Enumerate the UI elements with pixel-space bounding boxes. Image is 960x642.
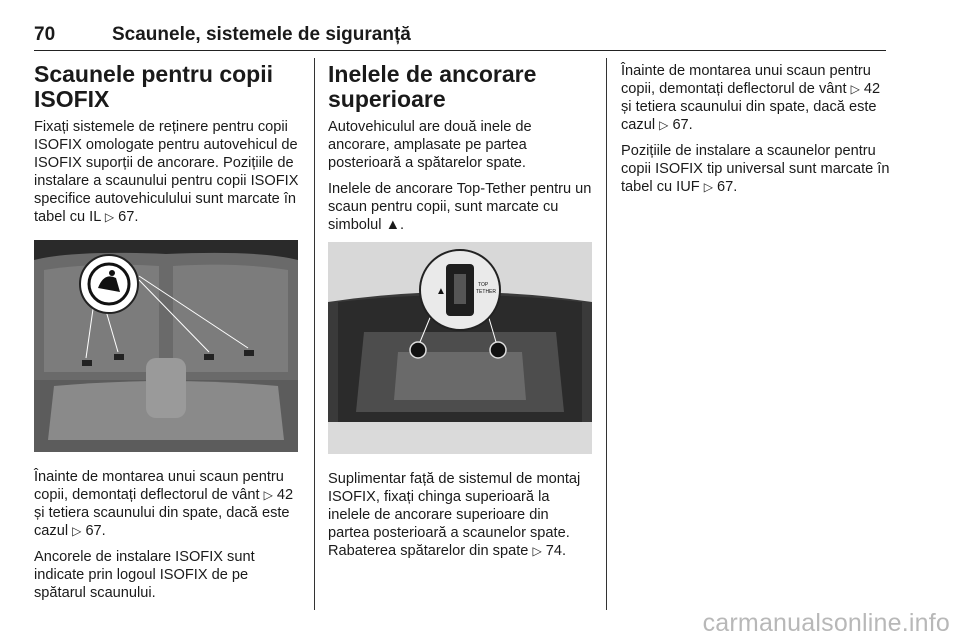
page-reference-icon: ▷ <box>532 544 542 558</box>
section-heading: Scaunele pentru copii ISOFIX <box>34 61 273 112</box>
page-reference-icon: ▷ <box>104 210 115 224</box>
paragraph: Pozițiile de instalare a scaunelor pentru copii ISOFIX tip universal sunt marcate în tabel cu IUF ▷ 67. <box>621 143 890 195</box>
watermark: carmanualsonline.info <box>702 609 950 637</box>
column-divider <box>606 58 607 610</box>
page-reference-link[interactable]: 42 <box>863 81 881 97</box>
paragraph: Înainte de montarea unui scaun pentru copii, demontați deflectorul de vânt ▷ 42 și tetiera scaunului din spate, dacă este cazul ▷ 67. <box>34 469 294 539</box>
top-tether-figure <box>328 242 592 454</box>
page-reference-icon: ▷ <box>263 488 273 502</box>
paragraph: Ancorele de instalare ISOFIX sunt indicate prin logoul ISOFIX de pe spătarul scaunului. <box>34 549 255 601</box>
page-reference-link[interactable]: 67. <box>717 179 738 195</box>
svg-text:TOP: TOP <box>478 282 489 288</box>
column-1 <box>34 62 300 610</box>
page-header <box>34 22 886 51</box>
page-reference-icon: ▷ <box>703 180 713 194</box>
page-reference-icon: ▷ <box>659 118 669 132</box>
page-reference-link[interactable]: 67. <box>672 117 693 133</box>
chapter-title: Scaunele, sistemele de siguranță <box>112 24 411 45</box>
section-heading: Inelele de ancorare superioare <box>328 61 537 112</box>
column-2 <box>328 62 594 568</box>
paragraph: Înainte de montarea unui scaun pentru copii, demontați deflectorul de vânt ▷ 42 și tetiera scaunului din spate, dacă este cazul ▷ 67. <box>621 63 881 133</box>
page-reference-link[interactable]: 67. <box>118 209 139 225</box>
column-3 <box>621 62 891 204</box>
svg-text:▲: ▲ <box>436 286 446 297</box>
paragraph: Autovehiculul are două inele de ancorare, amplasate pe partea posterioară a spătarelor spate. <box>328 119 532 171</box>
paragraph: Fixați sistemele de reținere pentru copii ISOFIX omologate pentru autovehicul de ISOFIX suporții de ancorare. Pozițiile de instalare a scaunului pentru copii ISOFIX specifice autovehiculului sunt marcate în tabel cu IL ▷ 67. <box>34 119 299 225</box>
svg-text:TETHER: TETHER <box>476 289 496 295</box>
page-reference-icon: ▷ <box>72 524 82 538</box>
page-reference-icon: ▷ <box>850 82 860 96</box>
page-reference-link[interactable]: 42 <box>276 487 294 503</box>
page-reference-link[interactable]: 67. <box>85 523 106 539</box>
column-divider <box>314 58 315 610</box>
isofix-seat-figure <box>34 240 298 452</box>
paragraph: Inelele de ancorare Top-Tether pentru un scaun pentru copii, sunt marcate cu simbolul ▲. <box>328 181 592 233</box>
paragraph: Suplimentar față de sistemul de montaj ISOFIX, fixați chinga superioară la inelele de ancorare superioare din partea posterioară a scaunelor spate. Rabaterea spătarelor din spate ▷ 74. <box>328 471 581 559</box>
page-reference-link[interactable]: 74. <box>545 543 567 559</box>
top-tether-icon: ▲ <box>385 217 401 233</box>
page-number: 70 <box>34 24 56 45</box>
